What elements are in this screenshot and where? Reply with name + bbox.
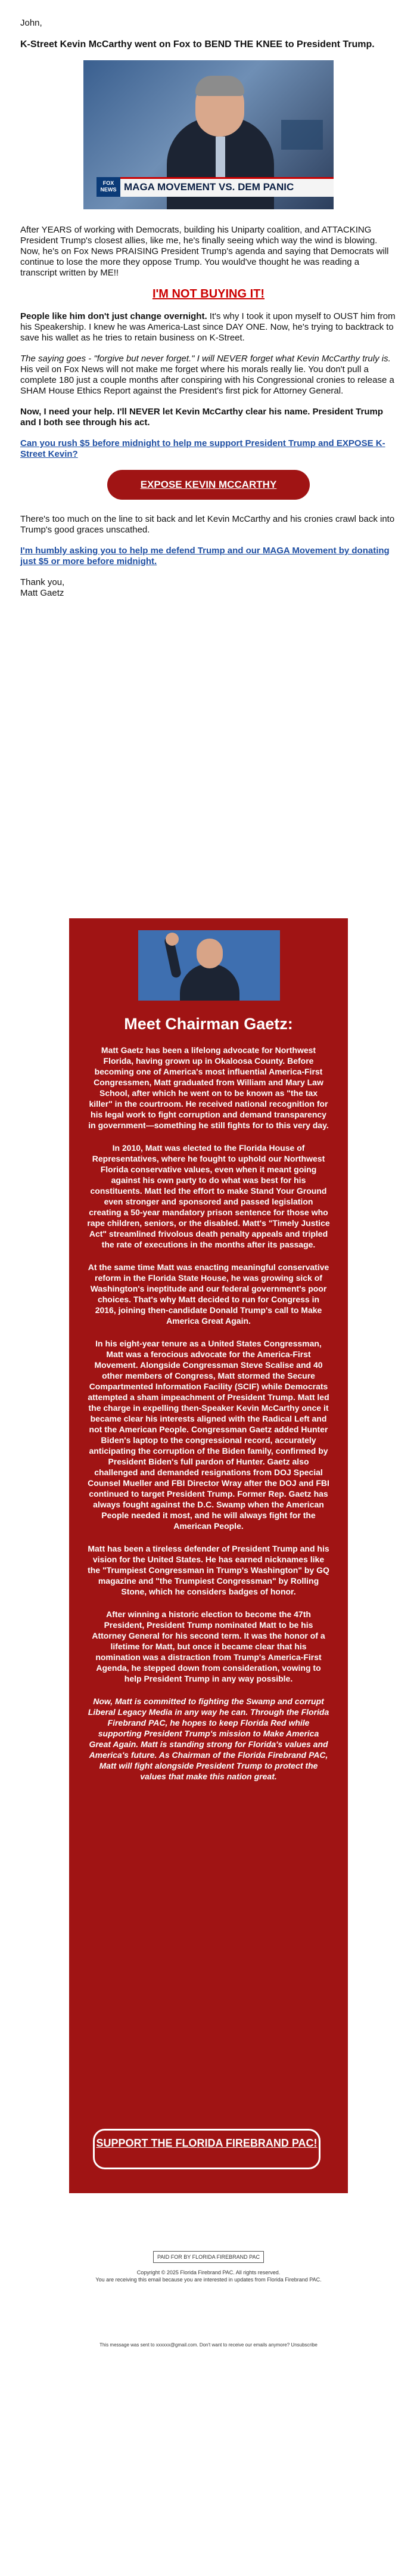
- paid-by-box: PAID FOR BY FLORIDA FIREBRAND PAC: [153, 2251, 264, 2263]
- paragraph-2-text: It's why I took it upon myself to OUST him from his Speakership. I knew he was America-Last since DAY ONE. Now, he's trying to backtrack to save his wallet as he tries to retain business on K-Street.: [20, 311, 396, 343]
- chairman-photo: [138, 930, 280, 1001]
- paragraph-3-text: His veil on Fox News will not make me forget where his morals really lie. You don't pull a complete 180 just a couple months after conspiring with his Congressional cronies to release a SHAM House Ethics Report against the President's first pick for Attorney General.: [20, 364, 394, 396]
- bio-paragraph-1: Matt Gaetz has been a lifelong advocate for Northwest Florida, having grown up in Okaloosa County. Before becoming one of America's most influential America-First Congressmen, Matt graduated from William and Mary Law School, after which he went on to be known as "the tax killer" in the courtroom. He received national recognition for his legal work to fight corruption and demand transparency in government—something he still fights for to this very day.: [88, 1045, 329, 1130]
- footer: [0, 2251, 417, 2283]
- donate-link-1[interactable]: Can you rush $5 before midnight to help me support President Trump and EXPOSE K-Street Kevin?: [20, 438, 385, 459]
- chyron-text: MAGA MOVEMENT VS. DEM PANIC: [124, 181, 294, 193]
- bio-paragraph-5: Matt has been a tireless defender of President Trump and his vision for the United States. He has earned nicknames like the "Trumpiest Congressman in Trump's Washington" by GQ magazine and "the Trumpiest Congressman" by Rolling Stone, which he considers badges of honor.: [88, 1544, 329, 1596]
- bio-paragraph-2: In 2010, Matt was elected to the Florida House of Representatives, where he fought to uphold our Northwest Florida conservative values, even when it meant going against his own party to do what was best for his constituents. Matt led the effort to make Stand Your Ground even stronger and sponsored and passed legislation creating a 50-year mandatory prison sentence for those who rape children, seniors, or the disabled. Matt's "Timely Justice Act" streamlined frivolous death penalty appeals and tripled the rate of executions in the months after its passage.: [87, 1143, 330, 1249]
- paragraph-2: [20, 311, 397, 343]
- donate-link-paragraph-2: [20, 546, 397, 567]
- signoff-text: Thank you,: [20, 577, 65, 587]
- news-chyron: [97, 177, 334, 197]
- donate-link-paragraph: [20, 438, 397, 460]
- email-body: [20, 0, 397, 599]
- paragraph-1: After YEARS of working with Democrats, building his Uniparty coalition, and ATTACKING President Trump's closest allies, like me, he's finally seeing which way the wind is blowing. Now, he's on Fox News PRAISING President Trump's agenda and saying that Democrats will continue to lose the more they oppose Trump. You would've thought he was reading a transcript written by ME!!: [20, 225, 389, 278]
- unsubscribe-line[interactable]: [0, 2342, 417, 2348]
- bio-paragraph-7: Now, Matt is committed to fighting the Swamp and corrupt Liberal Legacy Media in any way he can. Through the Florida Firebrand PAC, he hopes to keep Florida Red while supporting President Trump's mission to Make America Great Again. Matt is standing strong for Florida's values and America's future. As Chairman of the Florida Firebrand PAC, Matt will fight alongside President Trump to protect the values that make this nation great.: [88, 1696, 329, 1781]
- photo-fist: [166, 933, 179, 946]
- headline: K-Street Kevin McCarthy went on Fox to BEND THE KNEE to President Trump.: [20, 39, 375, 49]
- support-pac-button[interactable]: SUPPORT THE FLORIDA FIREBRAND PAC!: [93, 2129, 320, 2169]
- not-buying-heading: I'M NOT BUYING IT!: [152, 287, 265, 301]
- paragraph-2-bold: People like him don't just change overnight.: [20, 311, 207, 321]
- studio-panel: [281, 120, 323, 150]
- paragraph-3: [20, 354, 397, 397]
- fox-news-logo: FOX NEWS: [97, 177, 120, 197]
- signature: Matt Gaetz: [20, 588, 64, 598]
- paragraph-5: There's too much on the line to sit back and let Kevin McCarthy and his cronies crawl back into Trump's good graces unscathed.: [20, 514, 395, 535]
- receiving-reason-text: You are receiving this email because you are interested in updates from Florida Firebrand PAC.: [95, 2277, 322, 2283]
- photo-head: [197, 939, 223, 968]
- paragraph-4: [20, 407, 397, 428]
- bio-section: [69, 918, 348, 2193]
- greeting: John,: [20, 18, 42, 28]
- paragraph-3-italic: The saying goes - "forgive but never forget." I will NEVER forget what Kevin McCarthy truly is.: [20, 354, 391, 364]
- expose-mccarthy-button[interactable]: EXPOSE KEVIN MCCARTHY: [107, 470, 310, 500]
- speaker-hair: [195, 76, 244, 96]
- bio-paragraph-4: In his eight-year tenure as a United States Congressman, Matt was a ferocious advocate for the America-First Movement. Alongside Congressman Steve Scalise and 40 other members of Congress, Matt stormed the Secure Compartmented Information Facility (SCIF) while Democrats attempted a sham impeachment of President Trump. Matt led the charge in expelling then-Speaker Kevin McCarthy once it became clear his interests aligned with the Radical Left and not the American People. Congressman Gaetz added Hunter Biden's laptop to the congressional record, accurately anticipating the corruption of the Biden family, confirmed by President Biden's full pardon of Hunter. Gaetz also challenged and demanded resignations from DOJ Special Counsel Mueller and FBI Director Wray after the DOJ and FBI continued to target President Trump. Former Rep. Gaetz has always fought against the D.C. Swamp when the American People needed it most, and he will always fight for the American People.: [88, 1339, 329, 1531]
- photo-body: [180, 964, 239, 1001]
- bio-title: Meet Chairman Gaetz:: [124, 1015, 293, 1033]
- hero-image: [83, 60, 334, 209]
- bio-text: [87, 1045, 330, 1794]
- bio-paragraph-3: At the same time Matt was enacting meaningful conservative reform in the Florida State House, he was growing sick of Washington's ineptitude and our federal government's poor choices. That's why Matt decided to run for Congress in 2016, joining then-candidate Donald Trump's call to Make America Great Again.: [88, 1262, 329, 1326]
- donate-link-2[interactable]: I'm humbly asking you to help me defend Trump and our MAGA Movement by donating just $5 or more before midnight.: [20, 546, 390, 566]
- paragraph-4-bold: Now, I need your help. I'll NEVER let Kevin McCarthy clear his name. President Trump and I both see through his act.: [20, 407, 384, 428]
- bio-paragraph-6: After winning a historic election to become the 47th President, President Trump nominated Matt to be his Attorney General for his second term. It was the honor of a lifetime for Matt, but once it became clear that his nomination was a distraction from Trump's America-First Agenda, he stepped down from consideration, vowing to help President Trump in any way possible.: [92, 1609, 325, 1683]
- signoff: [20, 577, 397, 599]
- unsubscribe-text[interactable]: This message was sent to xxxxxx@gmail.com. Don't want to receive our emails anymore? Unsubscribe: [99, 2342, 318, 2348]
- copyright-text: Copyright © 2025 Florida Firebrand PAC. All rights reserved.: [136, 2270, 281, 2275]
